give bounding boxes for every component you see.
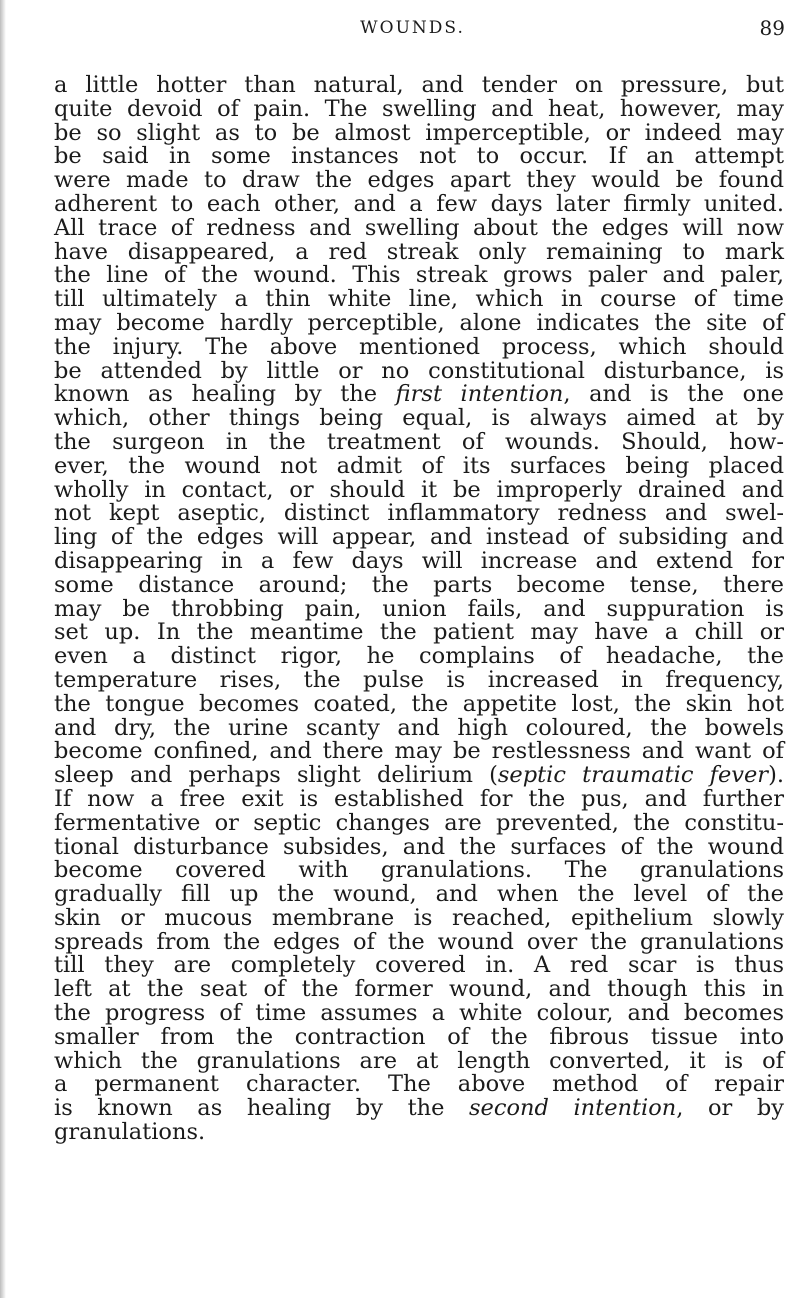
text-line (54, 764, 784, 788)
text-segment: sleep and perhaps slight delirium ( (54, 762, 498, 789)
text-line: may become hardly perceptible, alone indicates the site of (54, 309, 784, 336)
text-line: disappearing in a few days will increase and extend for (54, 547, 784, 574)
text-segment: , or by (676, 1095, 784, 1122)
text-line: ever, the wound not admit of its surfaces being placed (54, 452, 784, 479)
text-line: wholly in contact, or should it be improperly drained and (54, 476, 784, 503)
text-line: adherent to each other, and a few days later firmly united. (54, 190, 784, 217)
text-line: become confined, and there may be restlessness and want of (54, 738, 784, 765)
page-edge-shadow (0, 0, 6, 1298)
text-line: All trace of redness and swelling about the edges will now (54, 214, 784, 241)
text-line: skin or mucous membrane is reached, epithelium slowly (54, 904, 784, 931)
page-number: 89 (759, 16, 785, 40)
text-line: the surgeon in the treatment of wounds. Should, how- (54, 428, 784, 455)
text-line: may be throbbing pain, union fails, and suppuration is (54, 595, 784, 622)
text-line: till ultimately a thin white line, which in course of time (54, 286, 784, 313)
page-header (40, 18, 785, 46)
text-line: a little hotter than natural, and tender on pressure, but (54, 72, 784, 98)
text-line: the tongue becomes coated, the appetite lost, the skin hot (54, 690, 784, 717)
text-segment: is known as healing by the (54, 1095, 469, 1122)
text-line: which the granulations are at length converted, it is of (54, 1047, 784, 1074)
text-line: were made to draw the edges apart they would be found (54, 167, 784, 194)
text-line: which, other things being equal, is always aimed at by (54, 405, 784, 432)
text-line: the progress of time assumes a white colour, and becomes (54, 1000, 784, 1027)
text-line: till they are completely covered in. A red scar is thus (54, 952, 784, 979)
italic-term: second intention (469, 1095, 677, 1122)
body-text (54, 74, 784, 1145)
text-line: ling of the edges will appear, and instead of subsiding and (54, 524, 784, 551)
text-line: be attended by little or no constitutional disturbance, is (54, 357, 784, 384)
text-line: fermentative or septic changes are prevented, the constitu- (54, 809, 784, 836)
text-line: and dry, the urine scanty and high coloured, the bowels (54, 714, 784, 741)
text-line: not kept aseptic, distinct inflammatory redness and swel- (54, 500, 784, 527)
text-line (54, 1097, 784, 1121)
text-line: tional disturbance subsides, and the surfaces of the wound (54, 833, 784, 860)
running-head: WOUNDS. (360, 18, 465, 38)
text-line: even a distinct rigor, he complains of headache, the (54, 643, 784, 670)
text-line: become covered with granulations. The granulations (54, 857, 784, 884)
text-line: If now a free exit is established for the pus, and further (54, 785, 784, 812)
text-line: a permanent character. The above method of repair (54, 1071, 784, 1098)
text-segment: , and is the one (563, 381, 784, 408)
text-line: gradually fill up the wound, and when the level of the (54, 881, 784, 908)
text-segment: ). (768, 762, 784, 789)
text-line: smaller from the contraction of the fibrous tissue into (54, 1023, 784, 1050)
text-line: have disappeared, a red streak only remaining to mark (54, 238, 784, 265)
text-line: some distance around; the parts become tense, there (54, 571, 784, 598)
text-line: be so slight as to be almost imperceptible, or indeed may (54, 119, 784, 146)
italic-term: septic traumatic fever (497, 762, 769, 789)
text-line: temperature rises, the pulse is increased in frequency, (54, 666, 784, 693)
text-line: granulations. (54, 1119, 206, 1146)
text-line: quite devoid of pain. The swelling and heat, however, may (54, 95, 784, 122)
text-line: spreads from the edges of the wound over the granulations (54, 928, 784, 955)
text-line: the line of the wound. This streak grows paler and paler, (54, 262, 784, 289)
text-line: set up. In the meantime the patient may have a chill or (54, 619, 784, 646)
text-line: left at the seat of the former wound, and though this in (54, 976, 784, 1003)
italic-term: first intention (395, 381, 564, 408)
text-line (54, 383, 784, 407)
text-segment: known as healing by the (54, 381, 396, 408)
text-line: the injury. The above mentioned process, which should (54, 333, 784, 360)
text-line: be said in some instances not to occur. If an attempt (54, 143, 784, 170)
